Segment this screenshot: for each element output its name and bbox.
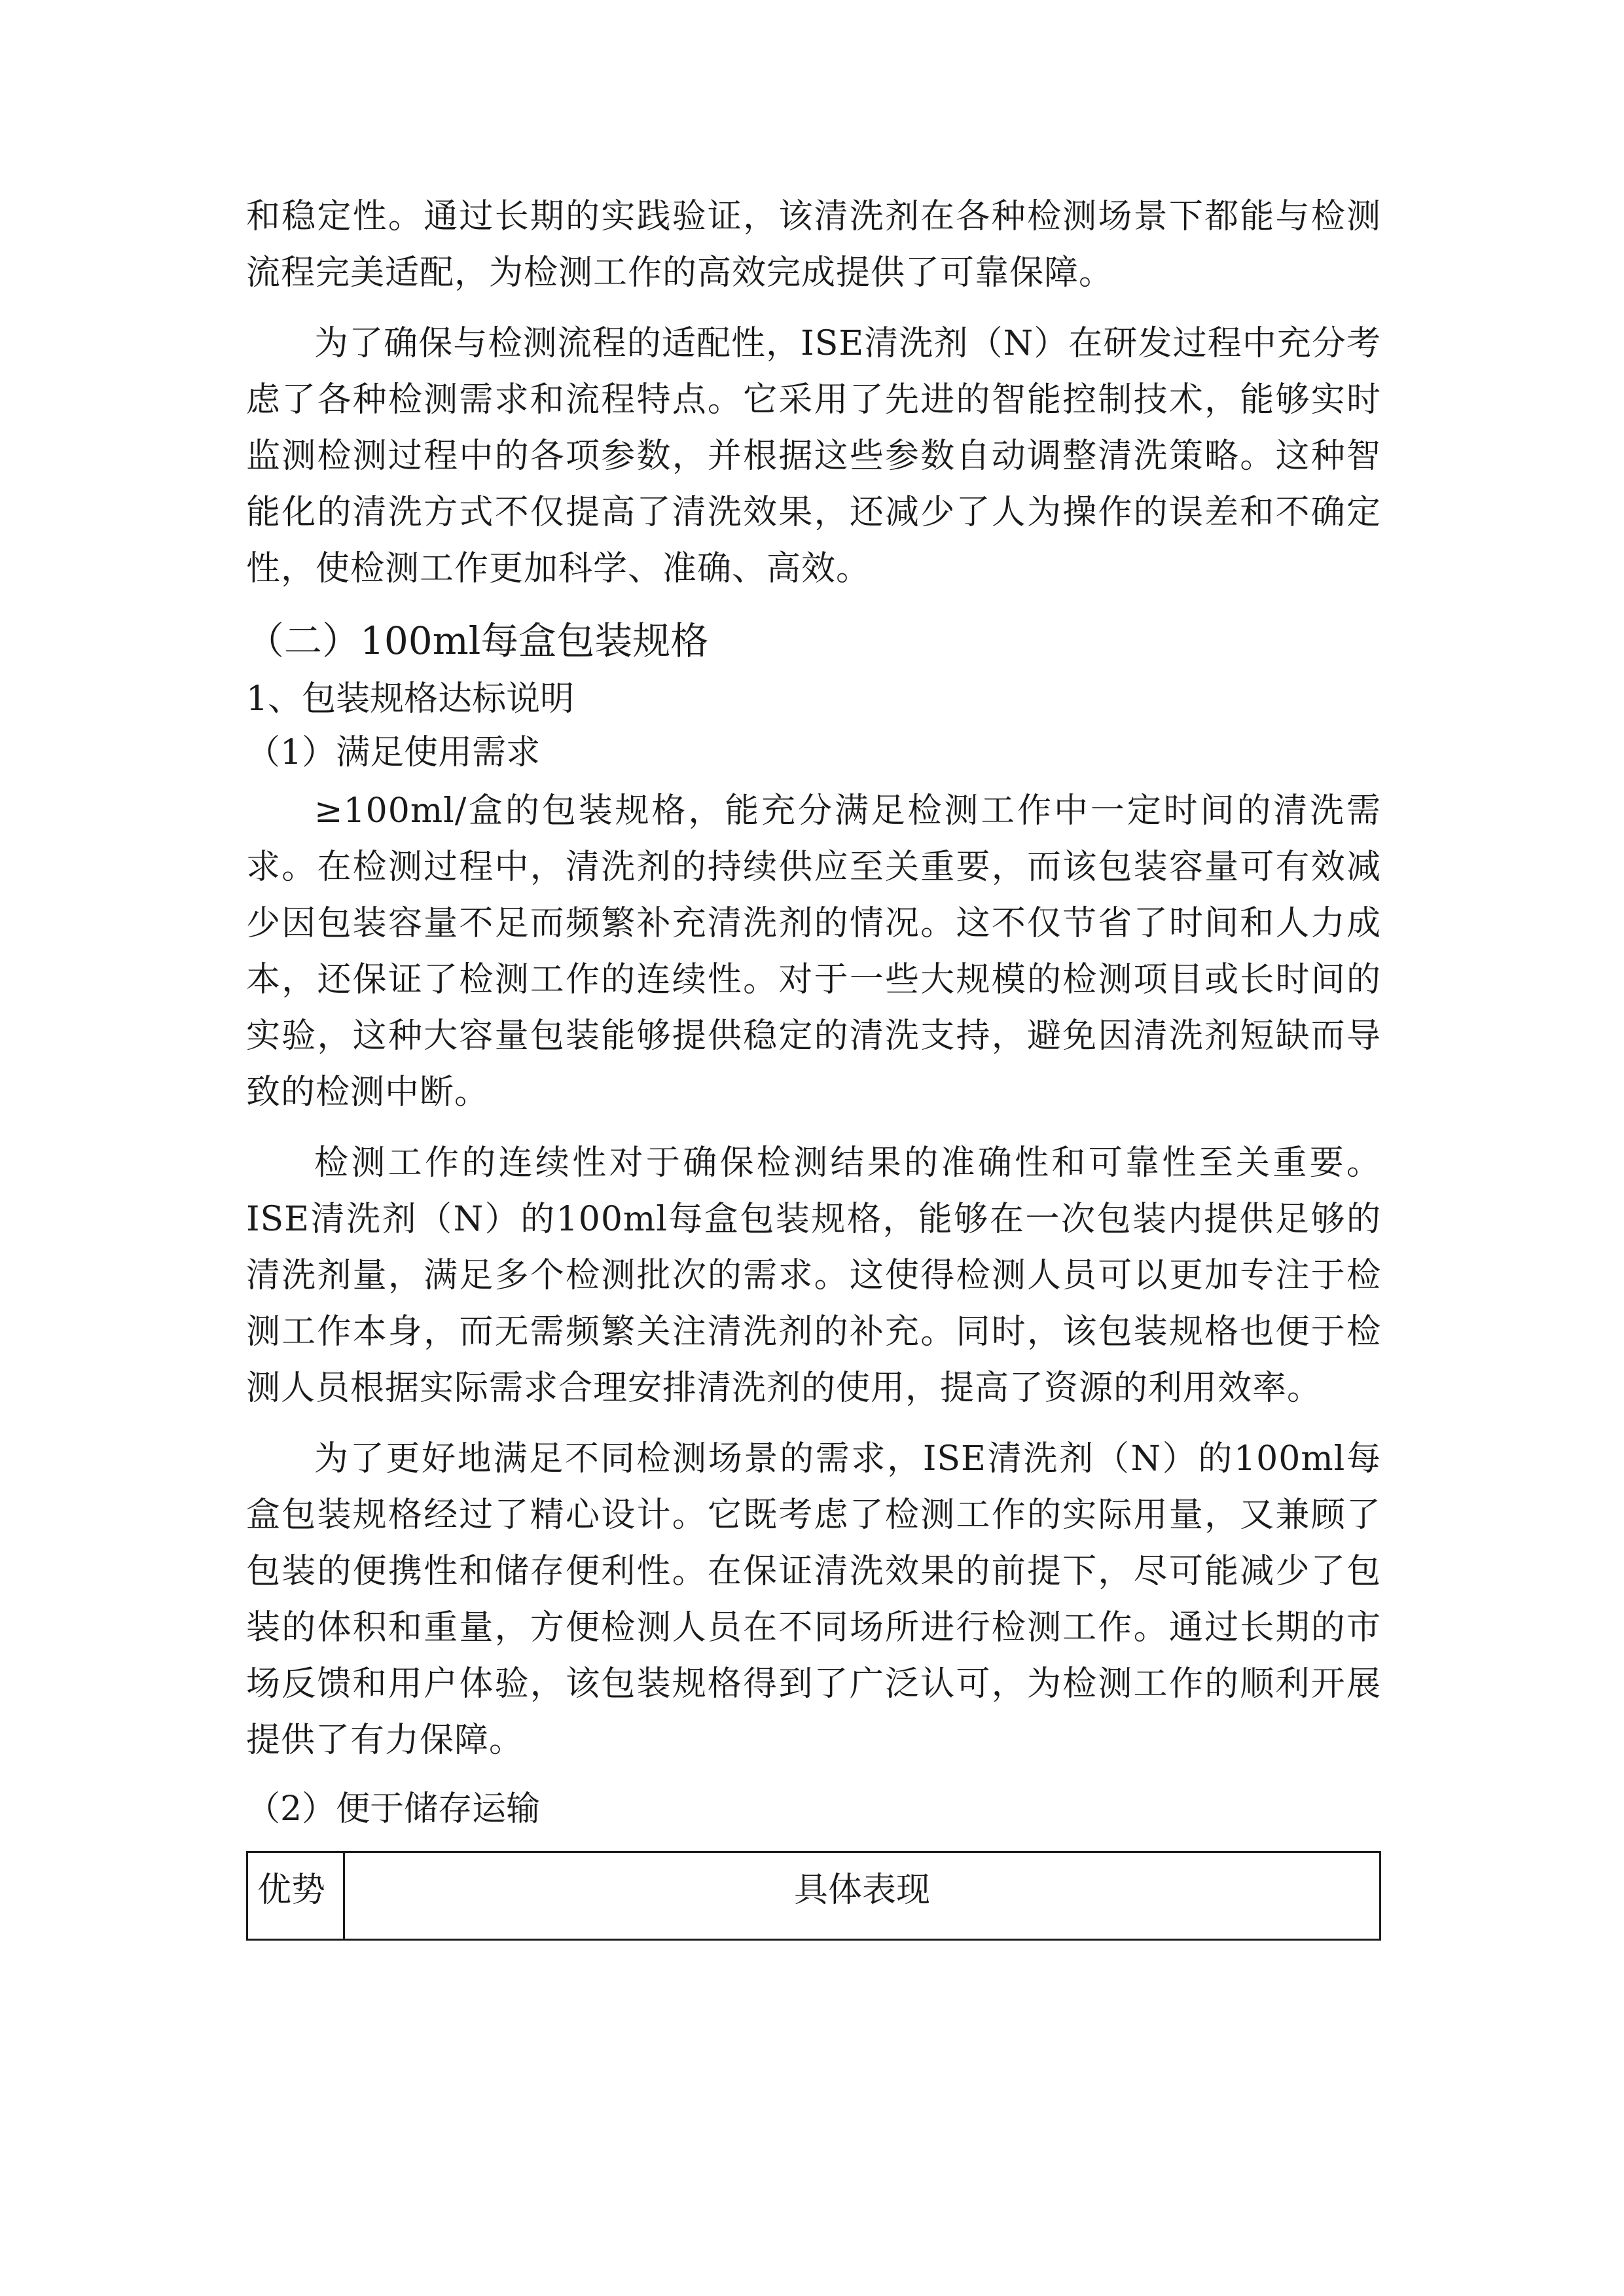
table-header-row [247,1852,1380,1940]
section-heading: （二）100ml每盒包装规格 [246,619,709,663]
table-header-advantage: 优势 [247,1852,344,1940]
paragraph-design: 为了更好地满足不同检测场景的需求，ISE清洗剂（N）的100ml每盒包装规格经过了精心设计。它既考虑了检测工作的实际用量，又兼顾了包装的便携性和储存便利性。在保证清洗效果的前提下，尽可能减少了包装的体积和重量，方便检测人员在不同场所进行检测工作。通过长期的市场反馈和用户体验，该包装规格得到了广泛认可，为检测工作的顺利开展提供了有力保障。 [246,1439,1381,1760]
paragraph-continuity: 检测工作的连续性对于确保检测结果的准确性和可靠性至关重要。ISE清洗剂（N）的100ml每盒包装规格，能够在一次包装内提供足够的清洗剂量，满足多个检测批次的需求。这使得检测人员可以更加专注于检测工作本身，而无需频繁关注清洗剂的补充。同时，该包装规格也便于检测人员根据实际需求合理安排清洗剂的使用，提高了资源的利用效率。 [246,1143,1381,1408]
subheading: 1、包装规格达标说明 [246,679,575,719]
paragraph-capacity: ≥100ml/盒的包装规格，能充分满足检测工作中一定时间的清洗需求。在检测过程中，清洗剂的持续供应至关重要，而该包装容量可有效减少因包装容量不足而频繁补充清洗剂的情况。这不仅节省了时间和人力成本，还保证了检测工作的连续性。对于一些大规模的检测项目或长时间的实验，这种大容量包装能够提供稳定的清洗支持，避免因清洗剂短缺而导致的检测中断。 [246,791,1381,1112]
paragraph-process-adaptability: 为了确保与检测流程的适配性，ISE清洗剂（N）在研发过程中充分考虑了各种检测需求和流程特点。它采用了先进的智能控制技术，能够实时监测检测过程中的各项参数，并根据这些参数自动调整清洗策略。这种智能化的清洗方式不仅提高了清洗效果，还减少了人为操作的误差和不确定性，使检测工作更加科学、准确、高效。 [246,324,1381,588]
advantage-table [246,1851,1381,1941]
table-header-details: 具体表现 [344,1852,1380,1940]
document-page [246,188,1381,1941]
subsubheading-usage-needs: （1）满足使用需求 [246,733,541,772]
paragraph-continued: 和稳定性。通过长期的实践验证，该清洗剂在各种检测场景下都能与检测流程完美适配，为检测工作的高效完成提供了可靠保障。 [246,197,1381,293]
subsubheading-storage-transport: （2）便于储存运输 [246,1789,541,1829]
